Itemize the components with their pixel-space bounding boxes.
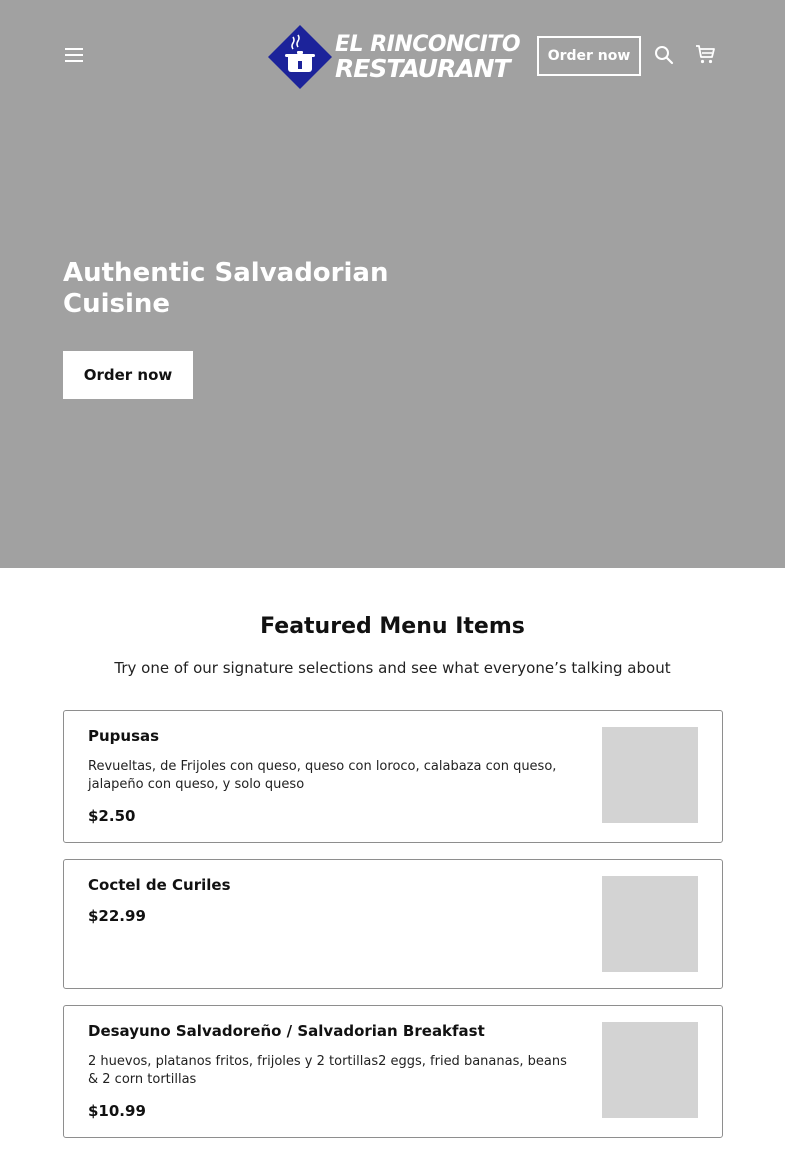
menu-item-name: Coctel de Curiles — [88, 876, 231, 894]
menu-item-image — [602, 1022, 698, 1118]
menu-item-description: Revueltas, de Frijoles con queso, queso con loroco, calabaza con queso, jalapeño con queso, y solo queso — [88, 759, 557, 792]
logo-line-2: RESTAURANT — [335, 54, 510, 83]
featured-section-subtitle: Try one of our signature selections and see what everyone’s talking about — [114, 659, 671, 677]
cooking-pot-icon — [268, 25, 332, 89]
menu-item-price: $22.99 — [88, 907, 146, 925]
shopping-cart-icon[interactable] — [694, 43, 716, 65]
search-icon[interactable] — [653, 44, 675, 66]
restaurant-logo[interactable] — [266, 23, 522, 89]
menu-item-name: Desayuno Salvadoreño / Salvadorian Breakfast — [88, 1022, 485, 1040]
hero-banner — [0, 0, 785, 568]
menu-item-description: 2 huevos, platanos fritos, frijoles y 2 tortillas2 eggs, fried bananas, beans & 2 corn tortillas — [88, 1054, 567, 1087]
hamburger-menu-icon[interactable] — [63, 45, 87, 65]
header-order-now-button[interactable]: Order now — [537, 36, 641, 76]
menu-item-card[interactable] — [63, 1005, 723, 1138]
menu-item-image — [602, 727, 698, 823]
hero-order-now-button[interactable]: Order now — [63, 351, 193, 399]
menu-item-name: Pupusas — [88, 727, 160, 745]
logo-wordmark — [335, 34, 520, 82]
menu-item-image — [602, 876, 698, 972]
hero-title: Authentic Salvadorian Cuisine — [63, 258, 389, 319]
featured-section-title: Featured Menu Items — [260, 614, 525, 639]
menu-item-price: $10.99 — [88, 1102, 146, 1120]
logo-line-1: EL RINCONCITO — [335, 32, 521, 57]
menu-item-card[interactable] — [63, 859, 723, 989]
menu-item-price: $2.50 — [88, 807, 136, 825]
menu-item-card[interactable] — [63, 710, 723, 843]
